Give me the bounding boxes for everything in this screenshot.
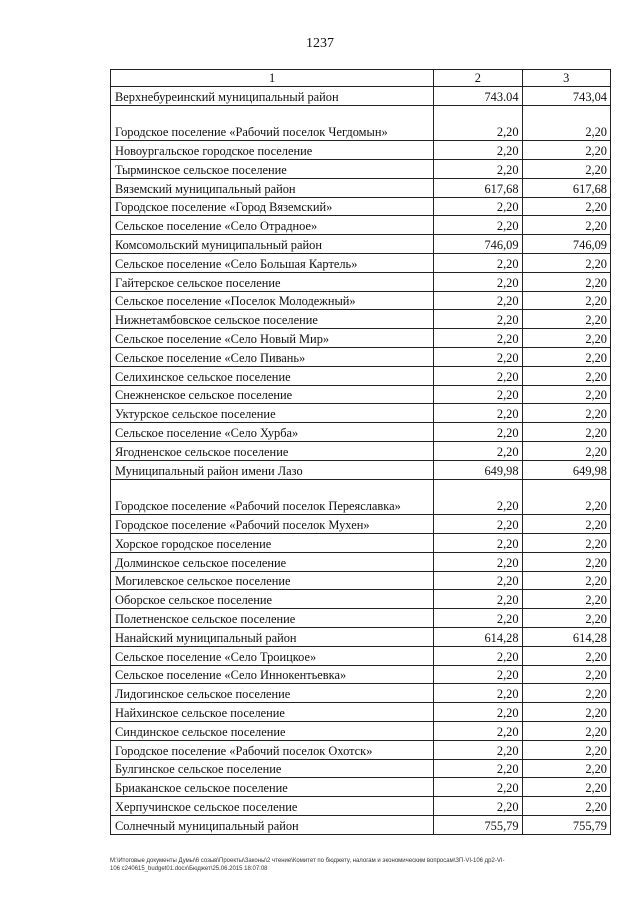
row-value-col3: 2,20	[522, 254, 610, 273]
table-row	[111, 721, 611, 740]
table-row	[111, 552, 611, 571]
table-row	[111, 423, 611, 442]
table-row	[111, 348, 611, 367]
row-value-col3: 2,20	[522, 329, 610, 348]
row-value-col2: 2,20	[434, 329, 522, 348]
row-value-col2: 2,20	[434, 515, 522, 534]
row-value-col3: 617,68	[522, 178, 610, 197]
row-value-col3: 743,04	[522, 87, 610, 106]
table-row	[111, 684, 611, 703]
table-row	[111, 272, 611, 291]
row-name: Тырминское сельское поселение	[111, 160, 434, 179]
row-value-col2: 2,20	[434, 590, 522, 609]
row-value-col2: 2,20	[434, 310, 522, 329]
row-name: Сельское поселение «Село Хурба»	[111, 423, 434, 442]
row-value-col3: 2,20	[522, 721, 610, 740]
row-name: Сельское поселение «Поселок Молодежный»	[111, 291, 434, 310]
row-value-col2: 2,20	[434, 759, 522, 778]
header-cell-2: 2	[434, 70, 522, 87]
row-name: Городское поселение «Рабочий поселок Охотск»	[111, 740, 434, 759]
table-row	[111, 254, 611, 273]
row-value-col3: 2,20	[522, 442, 610, 461]
row-name: Бриаканское сельское поселение	[111, 778, 434, 797]
row-name: Синдинское сельское поселение	[111, 721, 434, 740]
table-header-row	[111, 70, 611, 87]
row-value-col3: 2,20	[522, 609, 610, 628]
table-row	[111, 310, 611, 329]
row-value-col3: 2,20	[522, 797, 610, 816]
row-value-col2: 743.04	[434, 87, 522, 106]
row-name: Лидогинское сельское поселение	[111, 684, 434, 703]
row-name: Долминское сельское поселение	[111, 552, 434, 571]
row-value-col3: 2,20	[522, 160, 610, 179]
row-name: Уктурское сельское поселение	[111, 404, 434, 423]
row-value-col2: 2,20	[434, 684, 522, 703]
table-row	[111, 740, 611, 759]
row-name: Нанайский муниципальный район	[111, 627, 434, 646]
row-name: Гайтерское сельское поселение	[111, 272, 434, 291]
row-value-col2: 2,20	[434, 366, 522, 385]
row-value-col3: 2,20	[522, 646, 610, 665]
table-row	[111, 590, 611, 609]
row-value-col2: 2,20	[434, 272, 522, 291]
row-value-col3: 2,20	[522, 216, 610, 235]
row-value-col3: 2,20	[522, 703, 610, 722]
table-row	[111, 759, 611, 778]
row-name: Ягодненское сельское поселение	[111, 442, 434, 461]
row-value-col3: 2,20	[522, 141, 610, 160]
row-name: Городское поселение «Город Вяземский»	[111, 197, 434, 216]
budget-table	[110, 69, 611, 835]
row-name: Городское поселение «Рабочий поселок Переяславка»	[111, 479, 434, 515]
row-value-col2: 2,20	[434, 703, 522, 722]
table-row	[111, 571, 611, 590]
row-value-col2: 614,28	[434, 627, 522, 646]
row-name: Селихинское сельское поселение	[111, 366, 434, 385]
table-row	[111, 515, 611, 534]
table-row	[111, 533, 611, 552]
row-name: Сельское поселение «Село Пивань»	[111, 348, 434, 367]
row-value-col2: 649,98	[434, 460, 522, 479]
table-row	[111, 703, 611, 722]
row-value-col3: 755,79	[522, 815, 610, 834]
table-row	[111, 366, 611, 385]
footer-line-2: 106 с240615_budget01.docx\Бюджет\25.06.2015 18:07:08	[110, 866, 268, 872]
footer-line-1: М:\Итоговые документы Думы\6 созыв\Проекты\Законы\2 чтение\Комитет по бюджету, налогам и экономическим вопросам\ЗП-VI-106 др2-VI-	[110, 858, 505, 864]
row-value-col2: 2,20	[434, 533, 522, 552]
row-name: Сельское поселение «Село Новый Мир»	[111, 329, 434, 348]
table-row	[111, 815, 611, 834]
row-value-col2: 2,20	[434, 385, 522, 404]
row-value-col2: 2,20	[434, 609, 522, 628]
row-name: Найхинское сельское поселение	[111, 703, 434, 722]
table-row	[111, 216, 611, 235]
row-value-col3: 2,20	[522, 684, 610, 703]
row-value-col3: 2,20	[522, 590, 610, 609]
row-name: Булгинское сельское поселение	[111, 759, 434, 778]
table-row	[111, 404, 611, 423]
row-value-col3: 2,20	[522, 105, 610, 141]
row-value-col3: 2,20	[522, 404, 610, 423]
row-value-col2: 2,20	[434, 348, 522, 367]
row-name: Полетненское сельское поселение	[111, 609, 434, 628]
row-value-col2: 2,20	[434, 423, 522, 442]
row-value-col3: 2,20	[522, 740, 610, 759]
table-row	[111, 87, 611, 106]
row-value-col3: 2,20	[522, 423, 610, 442]
table-row	[111, 479, 611, 515]
row-value-col2: 2,20	[434, 646, 522, 665]
row-value-col2: 2,20	[434, 291, 522, 310]
row-name: Сельское поселение «Село Большая Картель»	[111, 254, 434, 273]
row-value-col3: 2,20	[522, 759, 610, 778]
row-value-col2: 2,20	[434, 797, 522, 816]
row-value-col3: 2,20	[522, 291, 610, 310]
row-value-col3: 746,09	[522, 235, 610, 254]
table-row	[111, 460, 611, 479]
header-cell-1: 1	[111, 70, 434, 87]
row-value-col2: 617,68	[434, 178, 522, 197]
row-value-col2: 2,20	[434, 160, 522, 179]
row-name: Хорское городское поселение	[111, 533, 434, 552]
row-value-col3: 614,28	[522, 627, 610, 646]
row-value-col3: 2,20	[522, 366, 610, 385]
row-value-col3: 2,20	[522, 348, 610, 367]
row-name: Городское поселение «Рабочий поселок Мухен»	[111, 515, 434, 534]
table-row	[111, 329, 611, 348]
file-path-footer	[110, 857, 625, 873]
table-row	[111, 609, 611, 628]
row-value-col3: 2,20	[522, 515, 610, 534]
table-row	[111, 178, 611, 197]
row-name: Муниципальный район имени Лазо	[111, 460, 434, 479]
row-value-col3: 2,20	[522, 778, 610, 797]
table-row	[111, 291, 611, 310]
row-name: Комсомольский муниципальный район	[111, 235, 434, 254]
row-value-col3: 2,20	[522, 665, 610, 684]
header-cell-3: 3	[522, 70, 610, 87]
row-value-col2: 2,20	[434, 442, 522, 461]
row-value-col2: 2,20	[434, 197, 522, 216]
table-row	[111, 778, 611, 797]
row-value-col2: 2,20	[434, 740, 522, 759]
row-name: Снежненское сельское поселение	[111, 385, 434, 404]
row-value-col3: 2,20	[522, 197, 610, 216]
table-row	[111, 627, 611, 646]
row-name: Нижнетамбовское сельское поселение	[111, 310, 434, 329]
row-name: Оборское сельское поселение	[111, 590, 434, 609]
row-value-col3: 2,20	[522, 310, 610, 329]
row-name: Могилевское сельское поселение	[111, 571, 434, 590]
row-value-col2: 2,20	[434, 479, 522, 515]
row-name: Сельское поселение «Село Отрадное»	[111, 216, 434, 235]
table-row	[111, 160, 611, 179]
row-value-col2: 2,20	[434, 141, 522, 160]
table-row	[111, 646, 611, 665]
row-value-col2: 2,20	[434, 721, 522, 740]
row-value-col3: 2,20	[522, 533, 610, 552]
row-name: Херпучинское сельское поселение	[111, 797, 434, 816]
table-row	[111, 105, 611, 141]
row-value-col2: 2,20	[434, 665, 522, 684]
row-value-col3: 2,20	[522, 385, 610, 404]
row-name: Сельское поселение «Село Троицкое»	[111, 646, 434, 665]
page-number: 1237	[306, 36, 334, 51]
row-name: Солнечный муниципальный район	[111, 815, 434, 834]
row-name: Городское поселение «Рабочий поселок Чегдомын»	[111, 105, 434, 141]
row-name: Сельское поселение «Село Иннокентьевка»	[111, 665, 434, 684]
row-value-col2: 2,20	[434, 105, 522, 141]
row-value-col3: 2,20	[522, 479, 610, 515]
row-name: Вяземский муниципальный район	[111, 178, 434, 197]
table-row	[111, 442, 611, 461]
row-value-col2: 2,20	[434, 254, 522, 273]
table-row	[111, 797, 611, 816]
table-row	[111, 197, 611, 216]
row-value-col3: 2,20	[522, 272, 610, 291]
row-value-col3: 649,98	[522, 460, 610, 479]
row-value-col2: 2,20	[434, 552, 522, 571]
row-value-col2: 746,09	[434, 235, 522, 254]
table-row	[111, 235, 611, 254]
row-value-col2: 2,20	[434, 216, 522, 235]
row-name: Новоургальское городское поселение	[111, 141, 434, 160]
row-value-col3: 2,20	[522, 552, 610, 571]
table-row	[111, 385, 611, 404]
row-name: Верхнебуреинский муниципальный район	[111, 87, 434, 106]
table-row	[111, 665, 611, 684]
row-value-col3: 2,20	[522, 571, 610, 590]
table-row	[111, 141, 611, 160]
row-value-col2: 2,20	[434, 571, 522, 590]
row-value-col2: 2,20	[434, 778, 522, 797]
row-value-col2: 755,79	[434, 815, 522, 834]
row-value-col2: 2,20	[434, 404, 522, 423]
